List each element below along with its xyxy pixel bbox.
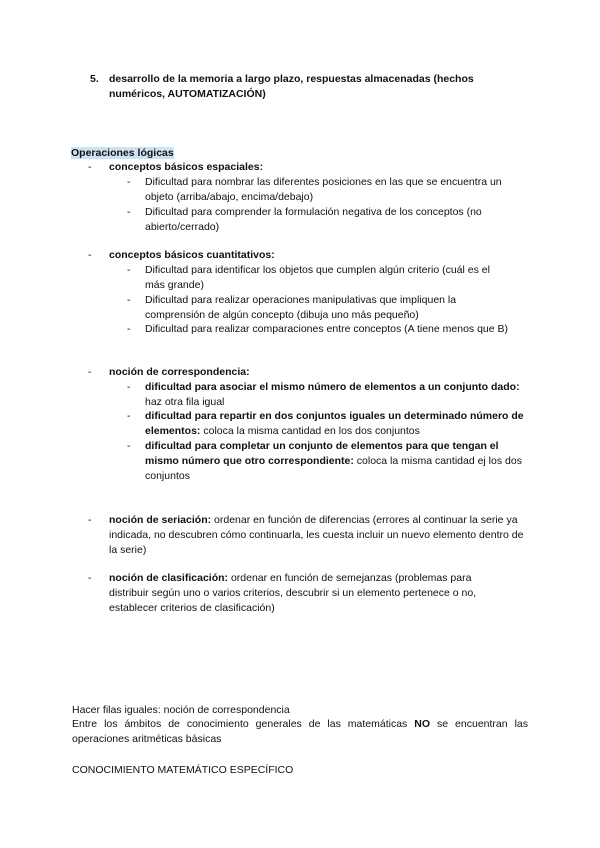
dash-marker: - <box>127 264 131 276</box>
dash-marker: - <box>88 366 92 378</box>
dash-marker: - <box>88 249 92 261</box>
dash-marker: - <box>127 410 131 422</box>
item-normal: haz otra fila igual <box>145 396 225 408</box>
list-item: Dificultad para realizar comparaciones entre conceptos (A tiene menos que B) <box>145 323 509 335</box>
footer-emphasis: NO <box>414 718 431 730</box>
dash-marker: - <box>127 323 131 335</box>
item-normal: coloca la misma cantidad en los dos conjuntos <box>203 425 420 437</box>
item-5-text: desarrollo de la memoria a largo plazo, respuestas almacenadas (hechos numéricos, AUTOMATIZACIÓN) <box>109 73 474 100</box>
dash-marker: - <box>127 440 131 452</box>
clasificacion-text: ordenar en función de semejanzas (problemas para distribuir según uno o varios criterios, descubrir si un elemento pertenece o no, establecer criterios de clasificación) <box>109 572 477 614</box>
list-number: 5. <box>90 73 99 85</box>
section-title <box>71 146 174 161</box>
list-item <box>145 380 525 410</box>
paragraph-clasificacion <box>109 571 509 616</box>
footer-heading: CONOCIMIENTO MATEMÁTICO ESPECÍFICO <box>72 764 294 776</box>
heading-espaciales: conceptos básicos espaciales: <box>109 161 264 173</box>
footer-line-2-post: se encuentran las operaciones aritméticas básicas <box>72 718 528 745</box>
dash-marker: - <box>127 206 131 218</box>
item-normal: coloca la misma cantidad ej los dos conjuntos <box>145 455 522 482</box>
paragraph-seriacion <box>109 513 529 558</box>
dash-marker: - <box>127 381 131 393</box>
list-item: Dificultad para comprender la formulación negativa de los conceptos (no abierto/cerrado) <box>145 206 482 233</box>
footer-line-2 <box>72 717 528 747</box>
heading-cuantitativos: conceptos básicos cuantitativos: <box>109 249 275 261</box>
heading-correspondencia: noción de correspondencia: <box>109 366 250 378</box>
list-item <box>145 439 530 484</box>
list-item <box>145 409 525 439</box>
heading-clasificacion: noción de clasificación: <box>109 572 229 584</box>
list-item: Dificultad para nombrar las diferentes posiciones en las que se encuentra un objeto (arriba/abajo, encima/debajo) <box>145 176 502 203</box>
list-item: Dificultad para identificar los objetos que cumplen algún criterio (cuál es el más grande) <box>145 264 490 291</box>
dash-marker: - <box>127 294 131 306</box>
dash-marker: - <box>127 176 131 188</box>
heading-seriacion: noción de seriación: <box>109 514 212 526</box>
dash-marker: - <box>88 572 92 584</box>
dash-marker: - <box>88 514 92 526</box>
item-bold: dificultad para repartir en dos conjuntos iguales un determinado número de elementos: <box>145 410 524 437</box>
item-bold: dificultad para completar un conjunto de elementos para que tengan el mismo número que otro correspondiente: <box>145 440 499 467</box>
dash-marker: - <box>88 161 92 173</box>
seriacion-text: ordenar en función de diferencias (errores al continuar la serie ya indicada, no descubren cómo continuarla, les cuesta incluir un nuevo elemento dentro de la serie) <box>109 514 524 556</box>
list-item: Dificultad para realizar operaciones manipulativas que impliquen la comprensión de algún concepto (dibuja uno más pequeño) <box>145 294 457 321</box>
footer-line-2-pre: Entre los ámbitos de conocimiento generales de las matemáticas <box>72 718 408 730</box>
item-bold: dificultad para asociar el mismo número de elementos a un conjunto dado: <box>145 381 520 393</box>
section-title-highlight: Operaciones lógicas <box>71 147 174 159</box>
footer-line-1: Hacer filas iguales: noción de correspondencia <box>72 704 290 716</box>
